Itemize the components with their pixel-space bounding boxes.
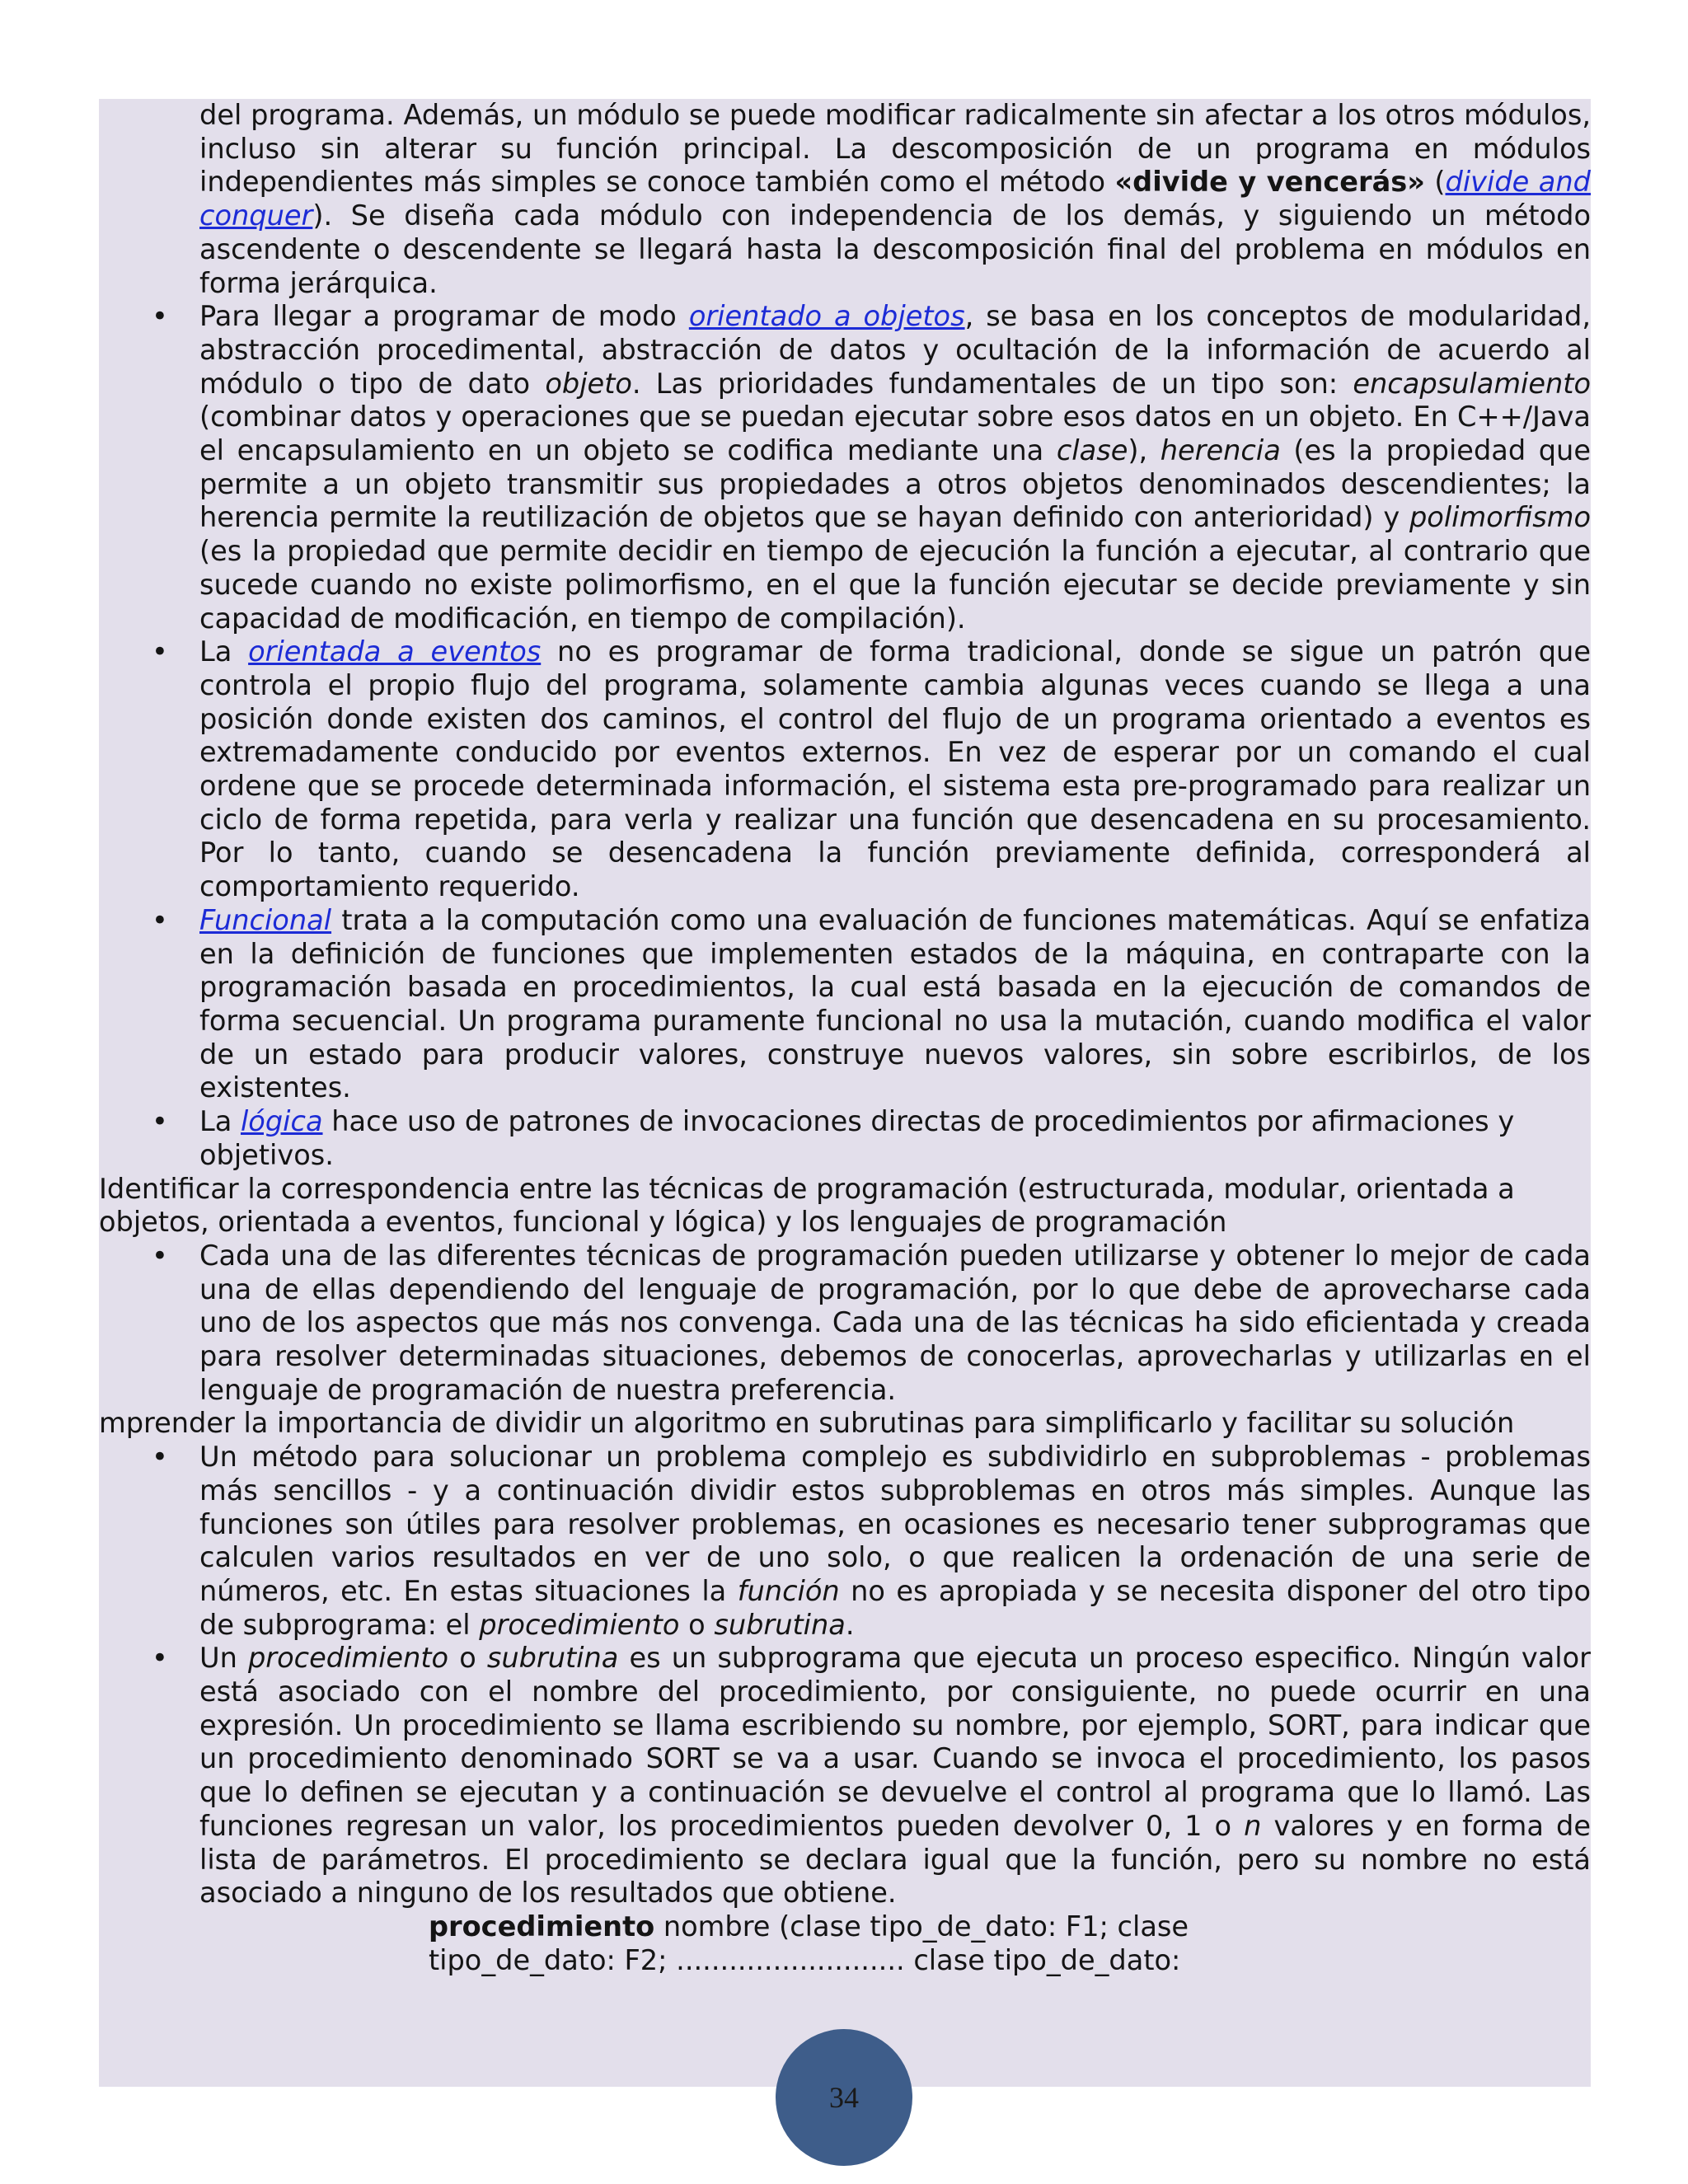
bullet-metodo-subproblemas: • Un método para solucionar un problema complejo es subdividirlo en subproblemas - problemas más sencillos - y a continuación dividir estos subproblemas en otros más simples. Aunque las funciones son útiles para resolver problemas, en ocasiones es necesario tener subprogramas que calculen varios resultados en ver de uno solo, o que realicen la ordenación de una serie de números, etc. En estas situaciones la función no es apropiada y se necesita disponer del otro tipo de subprograma: el procedimiento o subrutina.: [99, 1441, 1591, 1642]
link-orientada-a-eventos[interactable]: orientada a eventos: [248, 635, 542, 668]
heading-correspondencia-tecnicas: Identificar la correspondencia entre las técnicas de programación (estructurada, modular, orientada a objetos, orientada a eventos, funcional y lógica) y los lenguajes de programación: [99, 1172, 1515, 1239]
link-orientado-a-objetos[interactable]: orientado a objetos: [688, 300, 965, 333]
page-number: 34: [829, 2081, 859, 2114]
bullet-logica: • La lógica hace uso de patrones de invocaciones directas de procedimientos por afirmaciones y objetivos.: [99, 1105, 1591, 1172]
document-body: [99, 99, 1591, 1977]
bullet-funcional: • Funcional trata a la computación como una evaluación de funciones matemáticas. Aquí se enfatiza en la definición de funciones que implementen estados de la máquina, en contraparte con la programación basada en procedimientos, la cual está basada en la ejecución de comandos de forma secuencial. Un programa puramente funcional no usa la mutación, cuando modifica el valor de un estado para producir valores, construye nuevos valores, sin sobre escribirlos, de los existentes.: [99, 904, 1591, 1105]
procedure-declaration-syntax: procedimiento nombre (clase tipo_de_dato: F1; clase tipo_de_dato: F2; .......................... clase tipo_de_dato:: [429, 1910, 1189, 1976]
link-logica[interactable]: lógica: [240, 1105, 323, 1138]
heading-subrutinas: mprender la importancia de dividir un algoritmo en subrutinas para simplificarlo y facilitar su solución: [99, 1407, 1515, 1440]
bullet-orientada-eventos: • La orientada a eventos no es programar de forma tradicional, donde se sigue un patrón que controla el propio flujo del programa, solamente cambia algunas veces cuando se llega a una posición donde existen dos caminos, el control del flujo de un programa orientado a eventos es extremadamente conducido por eventos externos. En vez de esperar por un comando el cual ordene que se procede determinada información, el sistema esta pre-programado para realizar un ciclo de forma repetida, para verla y realizar una función que desencadena en su procesamiento. Por lo tanto, cuando se desencadena la función previamente definida, corresponderá al comportamiento requerido.: [99, 635, 1591, 904]
paragraph-modular-continuation: del programa. Además, un módulo se puede modificar radicalmente sin afectar a los otros módulos, incluso sin alterar su función principal. La descomposición de un programa en módulos independientes más simples se conoce también como el método «divide y vencerás» (divide and conquer). Se diseña cada módulo con independencia de los demás, y siguiendo un método ascendente o descendente se llegará hasta la descomposición final del problema en módulos en forma jerárquica.: [199, 99, 1591, 299]
bullet-procedimiento: • Un procedimiento o subrutina es un subprograma que ejecuta un proceso especifico. Ningún valor está asociado con el nombre del procedimiento, por consiguiente, no puede ocurrir en una expresión. Un procedimiento se llama escribiendo su nombre, por ejemplo, SORT, para indicar que un procedimiento denominado SORT se va a usar. Cuando se invoca el procedimiento, los pasos que lo definen se ejecutan y a continuación se devuelve el control al programa que lo llamó. Las funciones regresan un valor, los procedimientos pueden devolver 0, 1 o n valores y en forma de lista de parámetros. El procedimiento se declara igual que la función, pero su nombre no está asociado a ninguno de los resultados que obtiene.: [99, 1642, 1591, 1910]
link-divide-and-conquer[interactable]: divide and conquer: [199, 166, 1591, 232]
bold-divide-y-venceras: «divide y vencerás»: [1114, 166, 1425, 199]
link-funcional[interactable]: Funcional: [199, 903, 332, 936]
keyword-procedimiento: procedimiento: [429, 1910, 655, 1943]
bullet-orientado-objetos: • Para llegar a programar de modo orientado a objetos, se basa en los conceptos de modularidad, abstracción procedimental, abstracción de datos y ocultación de la información de acuerdo al módulo o tipo de dato objeto. Las prioridades fundamentales de un tipo son: encapsulamiento (combinar datos y operaciones que se puedan ejecutar sobre esos datos en un objeto. En C++/Java el encapsulamiento en un objeto se codifica mediante una clase), herencia (es la propiedad que permite a un objeto transmitir sus propiedades a otros objetos denominados descendientes; la herencia permite la reutilización de objetos que se hayan definido con anterioridad) y polimorfismo (es la propiedad que permite decidir en tiempo de ejecución la función a ejecutar, al contrario que sucede cuando no existe polimorfismo, en el que la función ejecutar se decide previamente y sin capacidad de modificación, en tiempo de compilación).: [99, 300, 1591, 635]
bullet-tecnicas-lenguajes: • Cada una de las diferentes técnicas de programación pueden utilizarse y obtener lo mejor de cada una de ellas dependiendo del lenguaje de programación, por lo que debe de aprovecharse cada uno de los aspectos que más nos convenga. Cada una de las técnicas ha sido eficientada y creada para resolver determinadas situaciones, debemos de conocerlas, aprovecharlas y utilizarlas en el lenguaje de programación de nuestra preferencia.: [99, 1240, 1591, 1408]
